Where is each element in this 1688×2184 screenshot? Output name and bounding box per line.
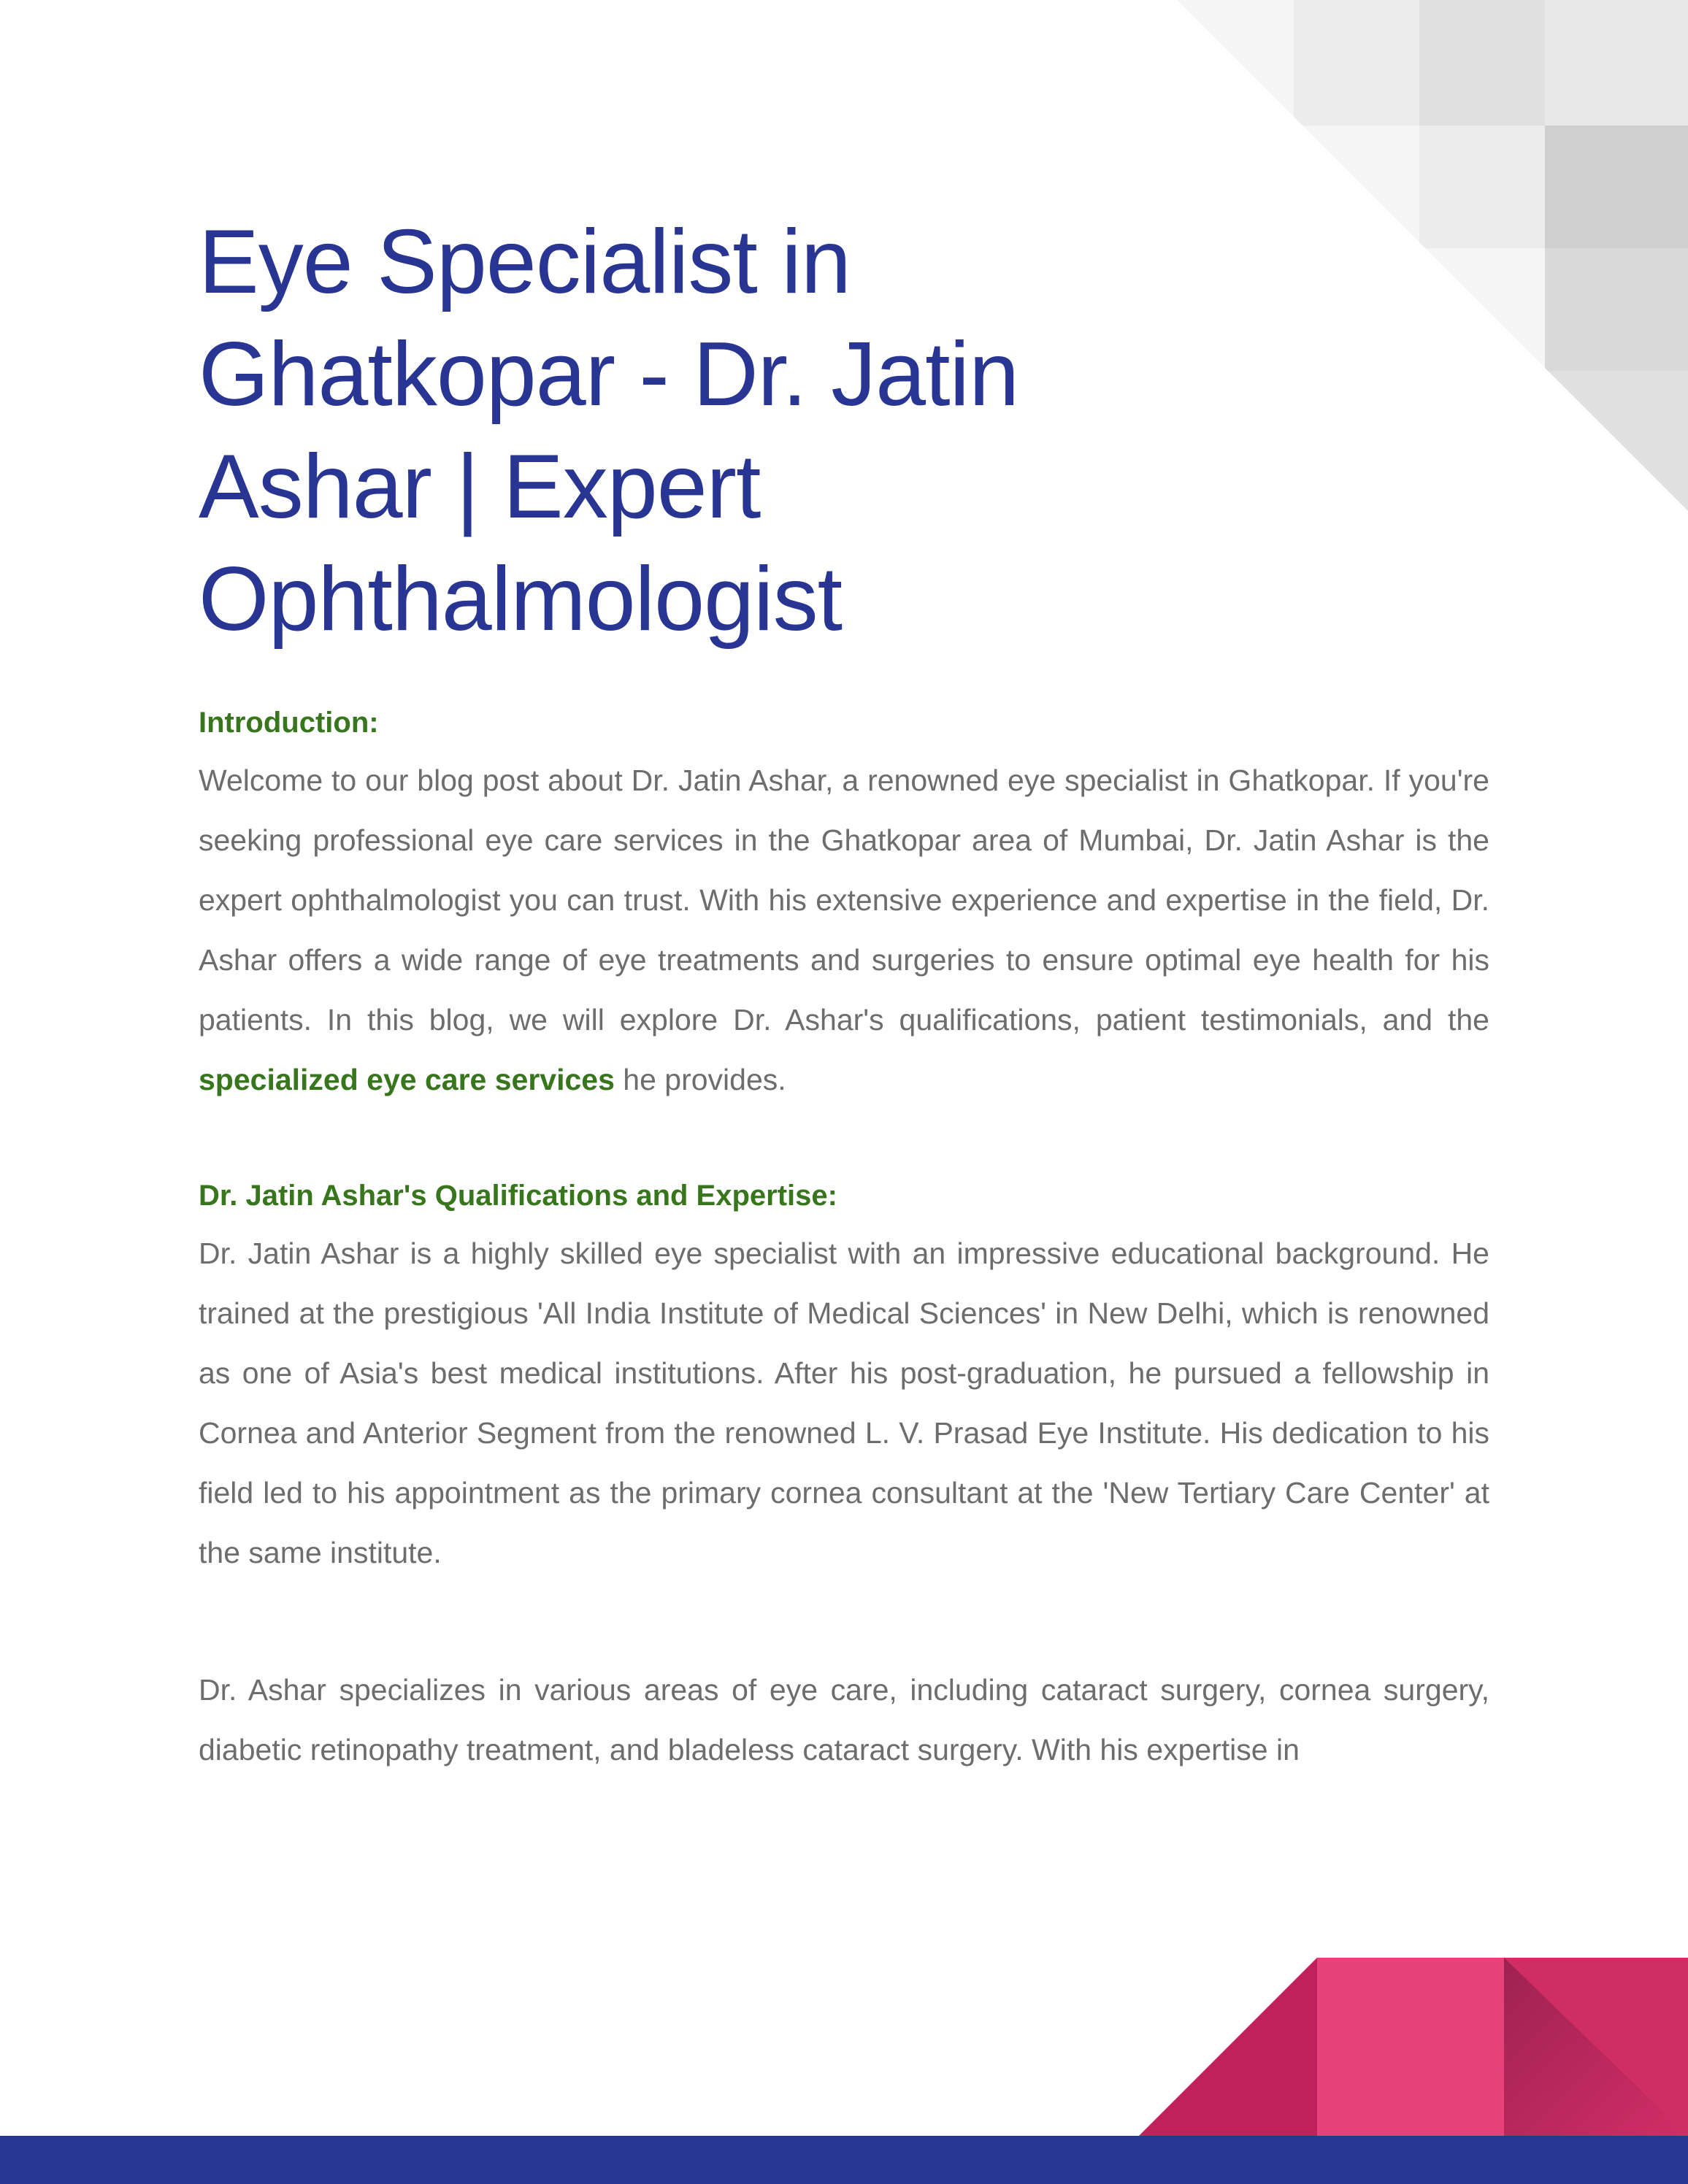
introduction-text-after: he provides. [614, 1063, 786, 1096]
specializations-paragraph: Dr. Ashar specializes in various areas of eye care, including cataract surgery, cornea surgery, diabetic retinopathy treatment, and bladeless cataract surgery. With his expertise in [199, 1673, 1489, 1766]
section-heading-introduction: Introduction: [199, 707, 379, 739]
specialized-services-highlight: specialized eye care services [199, 1063, 615, 1096]
footer-bar [0, 2136, 1688, 2184]
qualifications-paragraph: Dr. Jatin Ashar is a highly skilled eye specialist with an impressive educational background. He trained at the prestigious 'All India Institute of Medical Sciences' in New Delhi, which is renowned as one of Asia's best medical institutions. After his post-graduation, he pursued a fellowship in Cornea and Anterior Segment from the renowned L. V. Prasad Eye Institute. His dedication to his field led to his appointment as the primary cornea consultant at the 'New Tertiary Care Center' at the same institute. [199, 1237, 1489, 1569]
corner-decoration-bottom [1139, 1958, 1688, 2136]
document-body [199, 206, 1489, 1780]
page-title: Eye Specialist in Ghatkopar - Dr. Jatin Ashar | Expert Ophthalmologist [199, 212, 1019, 650]
introduction-text-before: Welcome to our blog post about Dr. Jatin Ashar, a renowned eye specialist in Ghatkopar. If you're seeking professional eye care services in the Ghatkopar area of Mumbai, Dr. Jatin Ashar is the expert ophthalmologist you can trust. With his extensive experience and expertise in the field, Dr. Ashar offers a wide range of eye treatments and surgeries to ensure optimal eye health for his patients. In this blog, we will explore Dr. Ashar's qualifications, patient testimonials, and the [199, 764, 1489, 1037]
introduction-paragraph [199, 750, 1489, 1110]
section-heading-qualifications: Dr. Jatin Ashar's Qualifications and Expertise: [199, 1180, 837, 1212]
